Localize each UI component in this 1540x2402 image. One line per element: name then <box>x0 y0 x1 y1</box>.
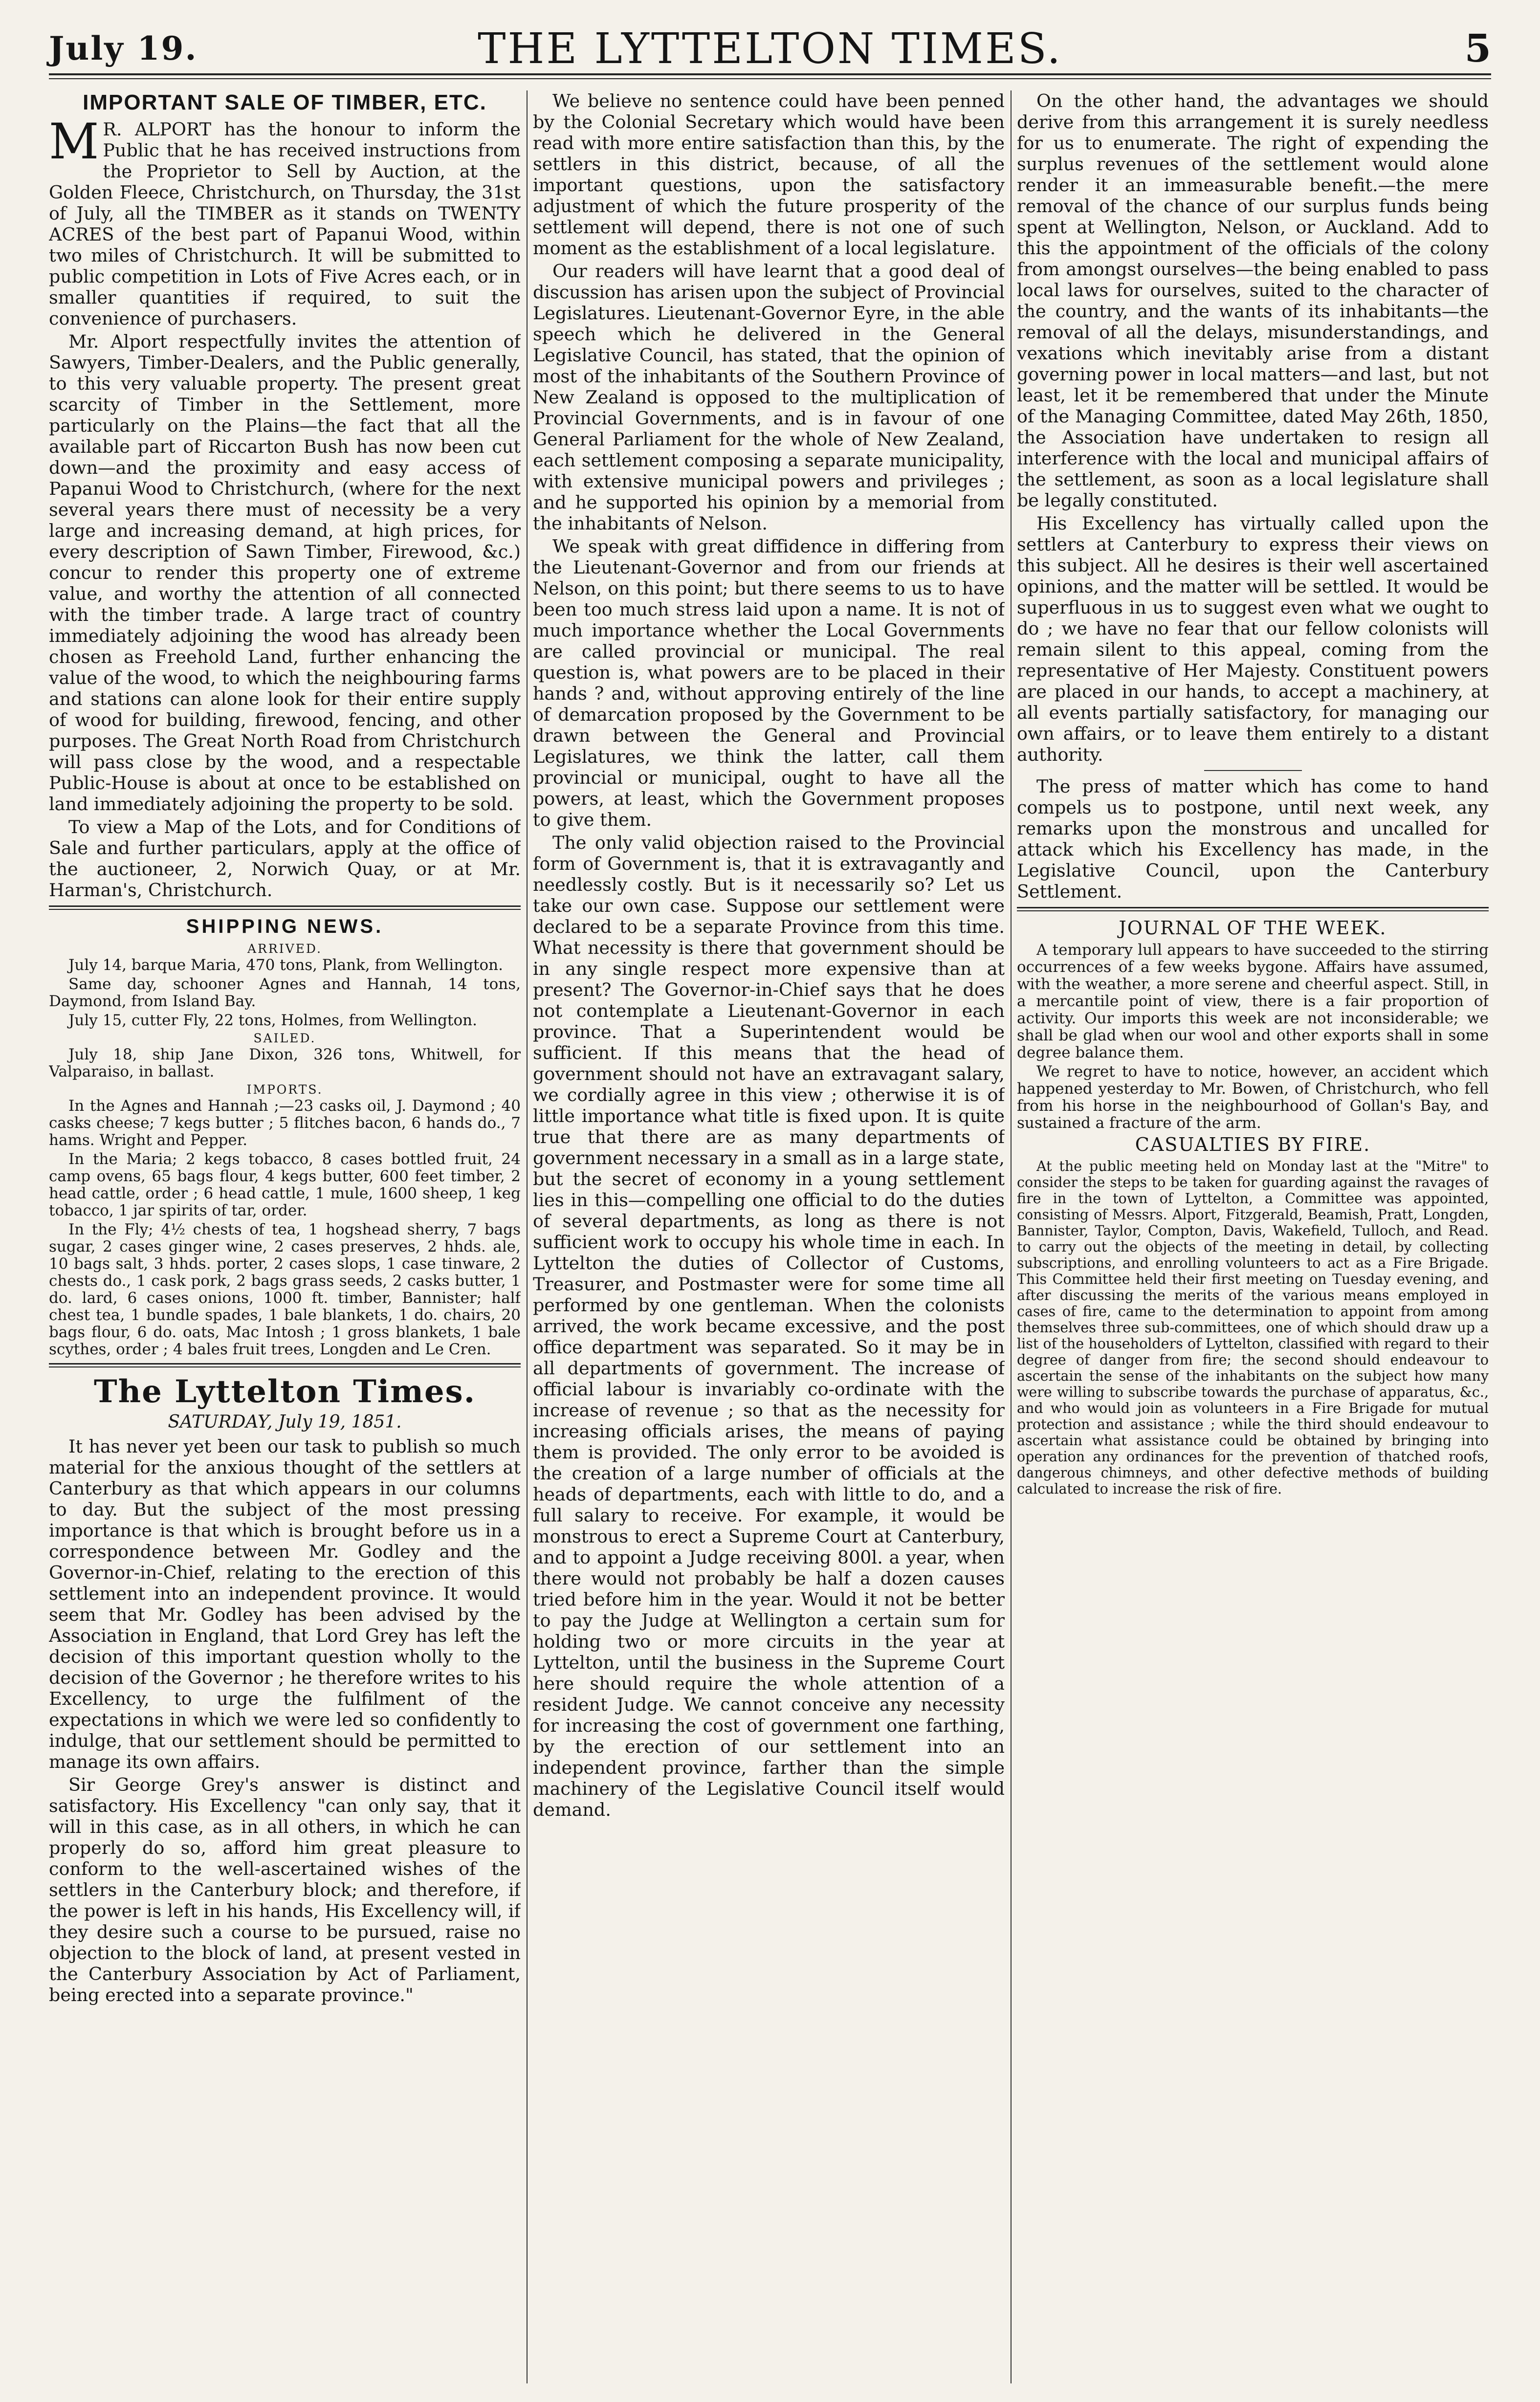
column-2 <box>533 90 1005 2383</box>
timber-sale-para-1: M R. ALPORT has the honour to inform the Public that he has received instructions from the Proprietor to Sell by Auction, at the Golden Fleece, Christchurch, on Thursday, the 31st of July, all the TIMBER as it stands on TWENTY ACRES of the best part of Papanui Wood, within two miles of Christchurch. It will be submitted to public competition in Lots of Five Acres each, or in smaller quantities if required, to suit the convenience of purchasers. <box>49 113 521 329</box>
editorial-para-3: We believe no sentence could have been penned by the Colonial Secretary which would have been read with more entire satisfaction than this, by the settlers in this district, because, of all the important questions, upon the satisfactory adjustment of which the future prosperity of the settlement will depend, there is not one of such moment as the establishment of a local legislature. <box>533 90 1005 259</box>
section-divider <box>49 905 521 910</box>
column-1 <box>49 90 521 2383</box>
column-rule-1 <box>527 90 528 2383</box>
imports-1: In the Agnes and Hannah ;—23 casks oil, J. Daymond ; 40 casks cheese; 7 kegs butter ; 5 flitches bacon, 6 hands do., 7 hams. Wright and Pepper. <box>49 1097 521 1149</box>
imports-label: IMPORTS. <box>246 1082 323 1097</box>
timber-sale-headline: IMPORTANT SALE OF TIMBER, ETC. <box>83 90 487 114</box>
column-3 <box>1017 90 1489 2383</box>
column-rule-2 <box>1011 90 1012 2383</box>
timber-sale-para-3: To view a Map of the Lots, and for Conditions of Sale and further particulars, apply at the office of the auctioneer, 2, Norwich Quay, or at Mr. Harman's, Christchurch. <box>49 816 521 901</box>
editorial-dateline: SATURDAY, July 19, 1851. <box>168 1412 402 1432</box>
editorial-para-5: We speak with great diffidence in differing from the Lieutenant-Governor and from our friends at Nelson, on this point; but there seems to us to have been too much stress laid upon a name. It is not of much importance whether the Local Governments are called provincial or municipal. The real question is, what powers are to be placed in their hands ? and, without approving entirely of the line of demarcation proposed by the Government to be drawn between the General and Provincial Legislatures, we think the latter, call them provincial or municipal, ought to have all the powers, at least, which the Government proposes to give them. <box>533 536 1005 830</box>
sailed-label: SAILED. <box>253 1031 316 1045</box>
shipping-arrival-3: July 15, cutter Fly, 22 tons, Holmes, from Wellington. <box>68 1012 477 1029</box>
editorial-para-4: Our readers will have learnt that a good deal of discussion has arisen upon the subject of Provincial Legislatures. Lieutenant-Governor Eyre, in the able speech which he delivered in the General Legislative Council, has stated, that the opinion of most of the inhabitants of the Southern Province of New Zealand is opposed to the multiplication of Provincial Governments, and is in favour of one General Parliament for the whole of New Zealand, each settlement composing a separate municipality, with extensive municipal powers and privileges ; and he supported his opinion by a memorial from the inhabitants of Nelson. <box>533 261 1005 534</box>
section-divider <box>49 1363 521 1367</box>
journal-para-1: A temporary lull appears to have succeeded to the stirring occurrences of a few weeks bygone. Affairs have assumed, with the weather, a more serene and cheerful aspect. Still, in a mercantile point of view, there is a fair proportion of activity. Our imports this week are not inconsiderable; we shall be glad when our wool and other exports shall in some degree balance them. <box>1017 941 1489 1061</box>
page-header <box>49 20 1491 73</box>
shipping-arrival-1: July 14, barque Maria, 470 tons, Plank, from Wellington. <box>68 956 503 974</box>
imports-3: In the Fly; 4½ chests of tea, 1 hogshead sherry, 7 bags sugar, 2 cases ginger wine, 2 cases preserves, 2 hhds. ale, 10 bags salt, 3 hhds. porter, 2 cases slops, 1 case tinware, 2 chests do., 1 cask pork, 2 bags grass seeds, 2 casks butter, 1 do. lard, 6 cases onions, 1000 ft. timber, Bannister; half chest tea, 1 bundle spades, 1 bale blankets, 1 do. chairs, 20 bags flour, 6 do. oats, Mac Intosh ; 1 gross blankets, 1 bale scythes, order ; 4 bales fruit trees, Longden and Le Cren. <box>49 1221 521 1358</box>
press-note: The press of matter which has come to hand compels us to postpone, until next week, any remarks upon the monstrous and uncalled for attack which his Excellency has made, in the Legislative Council, upon the Canterbury Settlement. <box>1017 776 1489 902</box>
journal-para-2: We regret to have to notice, however, an accident which happened yesterday to Mr. Bowen, of Christchurch, who fell from his horse in the neighbourhood of Gollan's Bay, and sustained a fracture of the arm. <box>1017 1063 1489 1132</box>
editorial-para-6: The only valid objection raised to the Provincial form of Government is, that it is extravagantly and needlessly costly. But is it necessarily so? Let us take our own case. Suppose our settlement were declared to be a separate Province from this time. What necessity is there that government should be in any single respect more expensive than at present? The Governor-in-Chief says that he does not contemplate a Lieutenant-Governor in each province. That a Superintendent would be sufficient. If this means that the head of government should not have an extravagant salary, we cordially agree in this view ; otherwise it is of little importance what title is fixed upon. It is quite true that there are as many departments of government necessary in a small as in a large state, but the secret of economy in a young settlement lies in this—compelling one official to do the duties of several departments, as long as there is not sufficient work to occupy his whole time in each. In Lyttelton the duties of Collector of Customs, Treasurer, and Postmaster were for some time all performed by one gentleman. When the colonists arrived, the work became excessive, and the post office department was separated. So it may be in all departments of government. The increase of official labour is invariably co-ordinate with the increase of revenue ; so that as the necessity for increasing officials arises, the means of paying them is provided. The only error to be avoided is the creation of a large number of officials at the heads of departments, each with little to do, and a full salary to receive. For example, it would be monstrous to erect a Supreme Court at Canterbury, and to appoint a Judge receiving 800l. a year, when there would not probably be half a dozen causes tried before him in the year. Would it not be better to pay the Judge at Wellington a certain sum for holding two or more circuits in the year at Lyttelton, until the business in the Supreme Court here should require the whole attention of a resident Judge. We cannot conceive any necessity for increasing the cost of government one farthing, by the erection of our settlement into an independent province, farther than the simple machinery of the Legislative Council itself would demand. <box>533 832 1005 1820</box>
editorial-para-1: It has never yet been our task to publish so much material for the anxious thought of the settlers at Canterbury as that which appears in our columns to day. But the subject of the most pressing importance is that which is brought before us in a correspondence between Mr. Godley and the Governor-in-Chief, relating to the erection of this settlement into an independent province. It would seem that Mr. Godley has been advised by the Association in England, that Lord Grey has left the decision of this important question wholly to the decision of the Governor ; he therefore writes to his Excellency, to urge the fulfilment of the expectations in which we were led so confidently to indulge, that our settlement should be permitted to manage its own affairs. <box>49 1436 521 1772</box>
shipping-news-heading: SHIPPING NEWS. <box>186 916 384 937</box>
shipping-arrival-2: Same day, schooner Agnes and Hannah, 14 tons, Daymond, from Island Bay. <box>49 975 521 1010</box>
page-number: 5 <box>1464 26 1491 71</box>
imports-2: In the Maria; 2 kegs tobacco, 8 cases bottled fruit, 24 camp ovens, 65 bags flour, 4 kegs butter, 600 feet timber, 2 head cattle, order ; 6 head cattle, 1 mule, 1600 sheep, 1 keg tobacco, 1 jar spirits of tar, order. <box>49 1150 521 1219</box>
drop-cap: M <box>49 113 99 170</box>
header-date: July 19. <box>49 29 198 67</box>
section-divider <box>1017 907 1489 911</box>
timber-sale-para-2: Mr. Alport respectfully invites the attention of Sawyers, Timber-Dealers, and the Public generally, to this very valuable property. The present great scarcity of Timber in the Settlement, more particularly on the Plains—the fact that all the available part of Riccarton Bush has now been cut down—and the proximity and easy access of Papanui Wood to Christchurch, (where for the next several years there must of necessity be a very large and increasing demand, at high prices, for every description of Sawn Timber, Firewood, &c.) concur to render this property one of extreme value, and worthy the attention of all connected with the timber trade. A large tract of country immediately adjoining the wood has already been chosen as Freehold Land, further enhancing the value of the wood, to which the neighbouring farms and stations can alone look for their entire supply of wood for building, firewood, fencing, and other purposes. The Great North Road from Christchurch will pass close by the wood, and a respectable Public-House is about at once to be established on land immediately adjoining the property to be sold. <box>49 331 521 815</box>
editorial-masthead: The Lyttelton Times. <box>94 1373 476 1410</box>
fire-heading: CASUALTIES BY FIRE. <box>1135 1134 1371 1155</box>
journal-heading: JOURNAL OF THE WEEK. <box>1119 917 1387 939</box>
header-title: THE LYTTELTON TIMES. <box>478 24 1062 73</box>
arrived-label: ARRIVED. <box>247 942 322 956</box>
fire-para: At the public meeting held on Monday last at the "Mitre" to consider the steps to be taken for guarding against the ravages of fire in the town of Lyttelton, a Committee was appointed, consisting of Messrs. Alport, Fitzgerald, Beamish, Pratt, Longden, Bannister, Taylor, Compton, Davis, Wakefield, Tulloch, and Read. to carry out the objects of the meeting in detail, by collecting subscriptions, and enrolling volunteers to act as a Fire Brigade. This Committee held their first meeting on Tuesday evening, and after discussing the merits of the various means employed in cases of fire, came to the determination to appoint from among themselves three sub-committees, one of which should draw up a list of the householders of Lyttelton, classified with regard to their degree of danger from fire; the second should endeavour to ascertain the sense of the inhabitants on the subject how many were willing to subscribe towards the purchase of apparatus, &c., and who would join as volunteers in a Fire Brigade for mutual protection and assistance ; while the third should endeavour to ascertain what assistance could be obtained by bringing into operation any ordinances for the prevention of thatched roofs, dangerous chimneys, and other defective methods of building calculated to increase the risk of fire. <box>1017 1158 1489 1497</box>
short-divider <box>1204 770 1302 771</box>
editorial-para-7: On the other hand, the advantages we should derive from this arrangement it is surely needless for us to enumerate. The right of expending the surplus revenues of the settlement would alone render it an immeasurable benefit.—the mere removal of the chance of our surplus funds being spent at Wellington, Nelson, or Auckland. Add to this the appointment of the officials of the colony from amongst ourselves—the being enabled to pass local laws for ourselves, suited to the character of the country, and the wants of its inhabitants—the removal of all the delays, misunderstandings, and vexations which inevitably arise from a distant governing power in local matters—and last, but not least, let it be remembered that under the Minute of the Managing Committee, dated May 26th, 1850, the Association have undertaken to resign all interference with the local and municipal affairs of the settlement, as soon as a local legislature shall be legally constituted. <box>1017 90 1489 511</box>
header-rule <box>49 73 1491 79</box>
shipping-sailing-1: July 18, ship Jane Dixon, 326 tons, Whitwell, for Valparaiso, in ballast. <box>49 1046 521 1080</box>
editorial-para-2: Sir George Grey's answer is distinct and satisfactory. His Excellency "can only say, that it will in this case, as in all others, in which he can properly do so, afford him great pleasure to conform to the well-ascertained wishes of the settlers in the Canterbury block; and therefore, if the power is left in his hands, His Excellency will, if they desire such a course to be pursued, raise no objection to the block of land, at present vested in the Canterbury Association by Act of Parliament, being erected into a separate province." <box>49 1774 521 2005</box>
editorial-para-8: His Excellency has virtually called upon the settlers at Canterbury to express their views on this subject. All he desires is their well ascertained opinions, and the matter will be settled. It would be superfluous in us to suggest even what we ought to do ; we have no fear that our fellow colonists will remain silent to this appeal, coming from the representative of Her Majesty. Constituent powers are placed in our hands, to accept a machinery, at all events partially satisfactory, for managing our own affairs, or to leave them entirely to a distant authority. <box>1017 513 1489 765</box>
